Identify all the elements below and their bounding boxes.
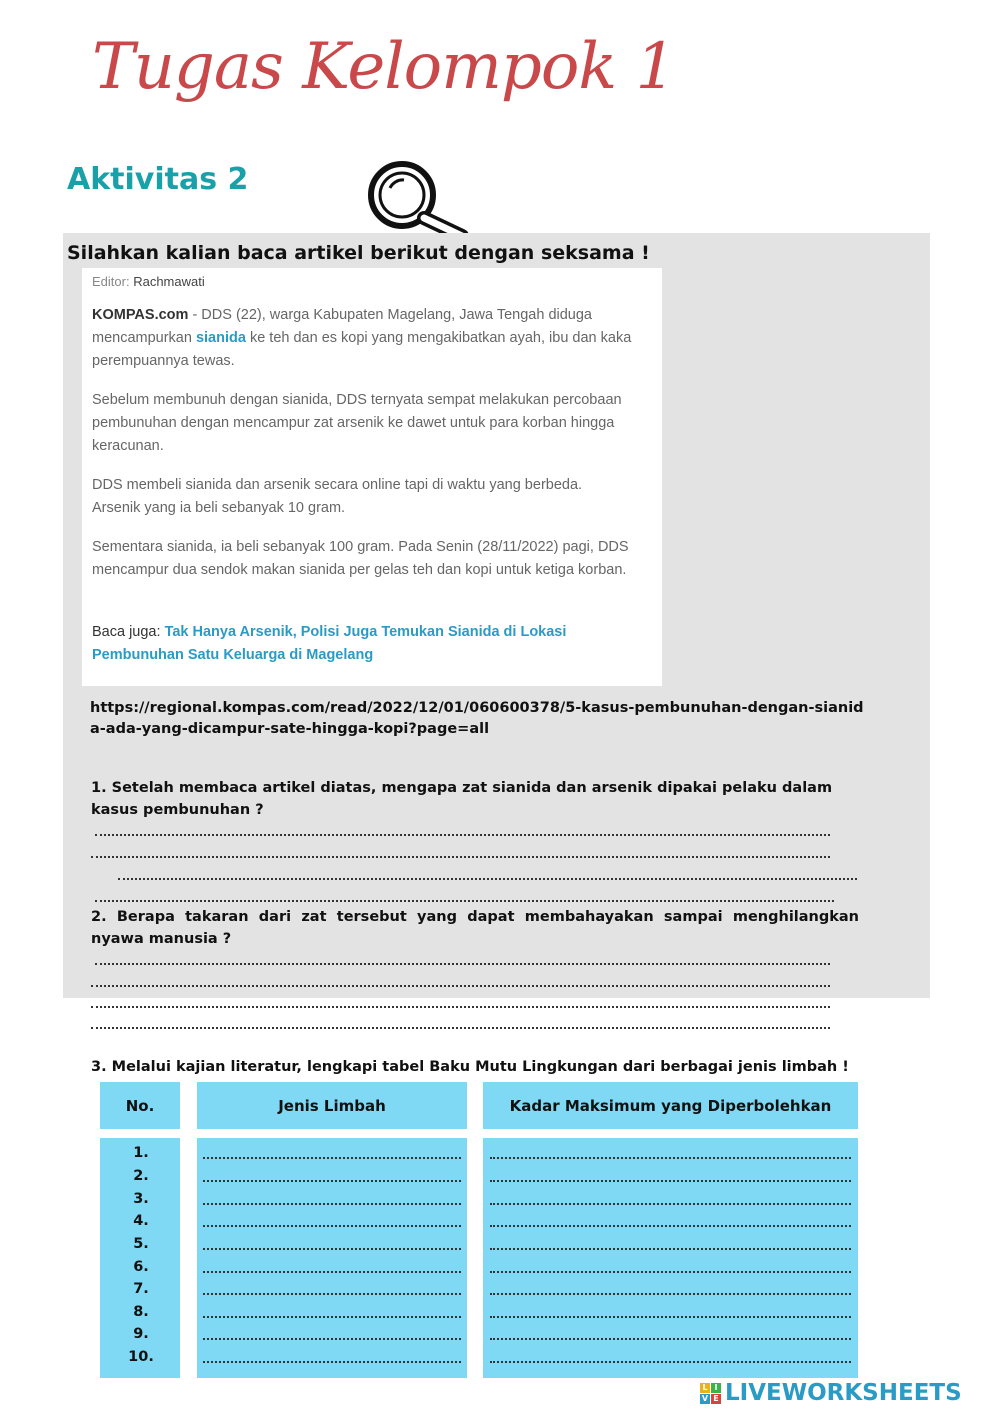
answer-line[interactable] xyxy=(91,850,830,858)
kadar-maksimum-cell[interactable] xyxy=(490,1176,851,1182)
table-column-jenis-limbah xyxy=(197,1138,467,1378)
kadar-maksimum-cell[interactable] xyxy=(490,1244,851,1250)
jenis-limbah-cell[interactable] xyxy=(203,1153,461,1159)
liveworksheets-logo-icon: L I V E xyxy=(700,1383,721,1404)
liveworksheets-branding xyxy=(700,1380,962,1406)
kadar-maksimum-cell[interactable] xyxy=(490,1199,851,1205)
article-paragraph-3: DDS membeli sianida dan arsenik secara online tapi di waktu yang berbeda. Arsenik yang ia beli sebanyak 10 gram. xyxy=(92,477,583,516)
article-p1-b: ke teh dan es kopi yang mengakibatkan ayah, ibu dan kaka perempuannya tewas. xyxy=(92,330,632,369)
question-1: 1. Setelah membaca artikel diatas, mengapa zat sianida dan arsenik dipakai pelaku dalam kasus pembunuhan ? xyxy=(91,780,833,818)
article-read-also xyxy=(92,621,632,667)
answer-line[interactable] xyxy=(95,957,830,965)
article-screenshot xyxy=(82,268,662,686)
kadar-maksimum-cell[interactable] xyxy=(490,1289,851,1295)
jenis-limbah-cell[interactable] xyxy=(203,1221,461,1227)
activity-heading: Aktivitas 2 xyxy=(67,162,249,197)
jenis-limbah-cell[interactable] xyxy=(203,1199,461,1205)
article-source: KOMPAS.com xyxy=(92,307,189,323)
row-number: 6. xyxy=(133,1259,149,1275)
article-paragraph-1 xyxy=(92,304,632,373)
jenis-limbah-cell[interactable] xyxy=(203,1357,461,1363)
jenis-limbah-cell[interactable] xyxy=(203,1267,461,1273)
answer-line[interactable] xyxy=(91,979,830,987)
kadar-maksimum-cell[interactable] xyxy=(490,1267,851,1273)
row-number: 1. xyxy=(133,1145,149,1161)
row-number: 3. xyxy=(133,1191,149,1207)
instruction-text: Silahkan kalian baca artikel berikut dengan seksama ! xyxy=(67,242,650,264)
row-number: 7. xyxy=(133,1281,149,1297)
row-number: 10. xyxy=(128,1349,154,1365)
article-paragraph-2: Sebelum membunuh dengan sianida, DDS ternyata sempat melakukan percobaan pembunuhan dengan mencampur zat arsenik ke dawet untuk para korban hingga keracunan. xyxy=(92,392,622,454)
answer-line[interactable] xyxy=(91,1000,830,1008)
question-3: 3. Melalui kajian literatur, lengkapi tabel Baku Mutu Lingkungan dari berbagai jenis limbah ! xyxy=(91,1059,849,1075)
kadar-maksimum-cell[interactable] xyxy=(490,1153,851,1159)
row-number: 2. xyxy=(133,1168,149,1184)
worksheet-title: Tugas Kelompok 1 xyxy=(92,30,676,104)
row-number: 9. xyxy=(133,1326,149,1342)
answer-line[interactable] xyxy=(91,1021,830,1029)
kadar-maksimum-cell[interactable] xyxy=(490,1357,851,1363)
row-number: 4. xyxy=(133,1213,149,1229)
table-header-no: No. xyxy=(100,1082,180,1129)
article-p1-a: - DDS (22), warga Kabupaten Magelang, Jawa Tengah diduga mencampurkan xyxy=(92,307,592,346)
answer-line[interactable] xyxy=(118,872,857,880)
question-2: 2. Berapa takaran dari zat tersebut yang dapat membahayakan sampai menghilangkan nyawa manusia ? xyxy=(91,909,859,947)
answer-line[interactable] xyxy=(95,894,834,902)
table-header-jenis-limbah: Jenis Limbah xyxy=(197,1082,467,1129)
jenis-limbah-cell[interactable] xyxy=(203,1176,461,1182)
jenis-limbah-cell[interactable] xyxy=(203,1312,461,1318)
sianida-link[interactable]: sianida xyxy=(195,330,246,346)
read-also-label: Baca juga: xyxy=(92,624,161,640)
kadar-maksimum-cell[interactable] xyxy=(490,1221,851,1227)
jenis-limbah-cell[interactable] xyxy=(203,1244,461,1250)
table-column-kadar-maksimum xyxy=(483,1138,858,1378)
kadar-maksimum-cell[interactable] xyxy=(490,1312,851,1318)
editor-label: Editor: xyxy=(92,274,130,289)
jenis-limbah-cell[interactable] xyxy=(203,1334,461,1340)
source-url: https://regional.kompas.com/read/2022/12/01/060600378/5-kasus-pembunuhan-dengan-sianida-ada-yang-dicampur-sate-hingga-kopi?page=all xyxy=(90,700,864,737)
brand-name: LIVEWORKSHEETS xyxy=(725,1380,962,1406)
table-column-no xyxy=(100,1138,180,1378)
article-editor xyxy=(92,270,205,293)
jenis-limbah-cell[interactable] xyxy=(203,1289,461,1295)
read-also-link[interactable]: Tak Hanya Arsenik, Polisi Juga Temukan Sianida di Lokasi Pembunuhan Satu Keluarga di Magelang xyxy=(92,624,567,663)
answer-line[interactable] xyxy=(95,828,830,836)
editor-name: Rachmawati xyxy=(133,274,205,289)
table-header-kadar-maksimum: Kadar Maksimum yang Diperbolehkan xyxy=(483,1082,858,1129)
kadar-maksimum-cell[interactable] xyxy=(490,1334,851,1340)
row-number: 8. xyxy=(133,1304,149,1320)
row-number: 5. xyxy=(133,1236,149,1252)
article-paragraph-4: Sementara sianida, ia beli sebanyak 100 gram. Pada Senin (28/11/2022) pagi, DDS mencampur dua sendok makan sianida per gelas teh dan kopi untuk ketiga korban. xyxy=(92,539,629,578)
